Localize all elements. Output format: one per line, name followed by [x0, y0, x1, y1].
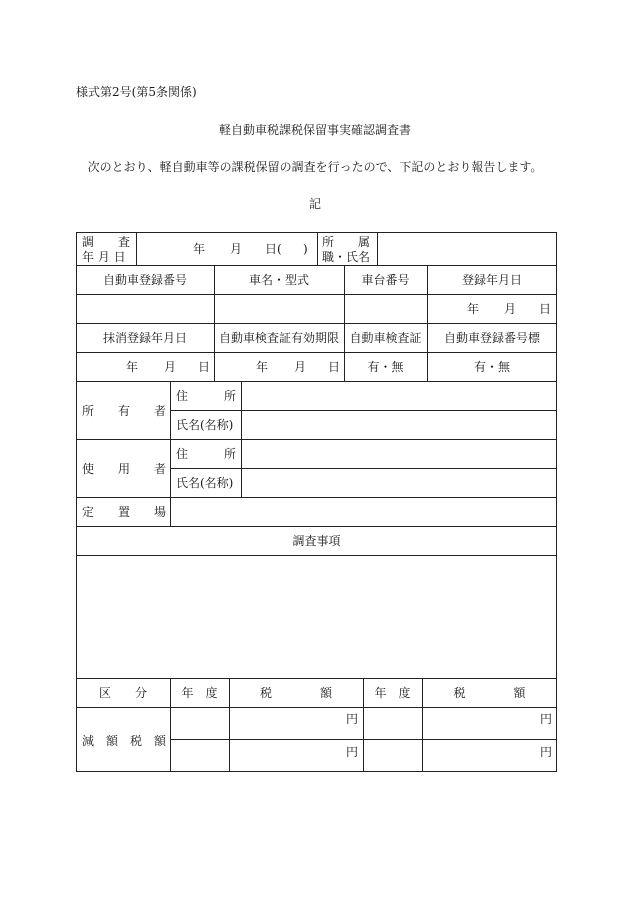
reg-year-unit: 年 [467, 302, 480, 316]
divider [76, 381, 557, 382]
expiry-day-unit: 日 [328, 360, 341, 374]
yen-unit: 円 [346, 712, 359, 726]
affiliation-label: 所 属 [322, 235, 371, 249]
yen-unit: 円 [540, 712, 553, 726]
reg-month-unit: 月 [504, 302, 517, 316]
yen-unit: 円 [346, 745, 359, 759]
cancel-day-unit: 日 [198, 360, 211, 374]
intro-text: 次のとおり、軽自動車等の課税保留の調査を行ったので、下記のとおり報告します。 [87, 160, 543, 174]
owner-label: 所 有 者 [82, 404, 167, 418]
form-number: 様式第2号(第5条関係) [76, 85, 197, 99]
divider [76, 497, 557, 498]
divider [170, 381, 171, 526]
divider [76, 323, 557, 324]
affiliation-label: 職・氏名 [322, 250, 371, 264]
storage-location-label: 定 置 場 [82, 505, 167, 519]
divider [76, 678, 557, 679]
divider [76, 265, 557, 266]
reduced-tax-label: 減 額 税 額 [82, 734, 167, 748]
survey-paren-close: ) [303, 242, 308, 256]
divider [76, 439, 557, 440]
divider [136, 232, 137, 265]
tax-category-header: 区 分 [98, 686, 147, 700]
cert-presence: 有・無 [367, 360, 404, 374]
divider [317, 232, 318, 265]
divider [241, 381, 242, 497]
divider [76, 526, 557, 527]
header-chassis-number: 車台番号 [361, 273, 410, 287]
tax-amount-header: 税 額 [453, 686, 526, 700]
tax-amount-header: 税 額 [259, 686, 332, 700]
tax-year-header: 年 度 [181, 686, 218, 700]
header-registration-number: 自動車登録番号 [102, 273, 187, 287]
divider [76, 707, 557, 708]
divider [76, 352, 557, 353]
divider [76, 555, 557, 556]
survey-date-label: 年 月 日 [82, 250, 126, 264]
reg-day-unit: 日 [539, 302, 552, 316]
tax-year-header: 年 度 [374, 686, 411, 700]
expiry-month-unit: 月 [294, 360, 307, 374]
survey-items-label: 調査事項 [292, 534, 341, 548]
divider [377, 232, 378, 265]
header-model: 車名・型式 [248, 273, 309, 287]
divider [170, 410, 557, 411]
user-address-label: 住 所 [176, 447, 237, 461]
survey-month-unit: 月 [230, 242, 243, 256]
user-name-label: 氏名(名称) [176, 476, 234, 490]
survey-day-unit: 日( [265, 242, 282, 256]
header-plate: 自動車登録番号標 [443, 331, 540, 345]
divider [76, 294, 557, 295]
yen-unit: 円 [540, 745, 553, 759]
header-inspection-cert: 自動車検査証 [349, 331, 422, 345]
header-registration-date: 登録年月日 [461, 273, 522, 287]
expiry-year-unit: 年 [256, 360, 269, 374]
user-label: 使 用 者 [82, 462, 167, 476]
divider [170, 468, 557, 469]
survey-year-unit: 年 [193, 242, 206, 256]
ki-label: 記 [308, 197, 321, 211]
header-inspection-expiry: 自動車検査証有効期限 [218, 331, 339, 345]
owner-name-label: 氏名(名称) [176, 418, 234, 432]
document-title: 軽自動車税課税保留事実確認調査書 [218, 123, 411, 137]
survey-date-label: 調 査 [82, 235, 131, 249]
owner-address-label: 住 所 [176, 389, 237, 403]
header-cancel-date: 抹消登録年月日 [102, 331, 187, 345]
plate-presence: 有・無 [473, 360, 510, 374]
cancel-year-unit: 年 [126, 360, 139, 374]
cancel-month-unit: 月 [164, 360, 177, 374]
